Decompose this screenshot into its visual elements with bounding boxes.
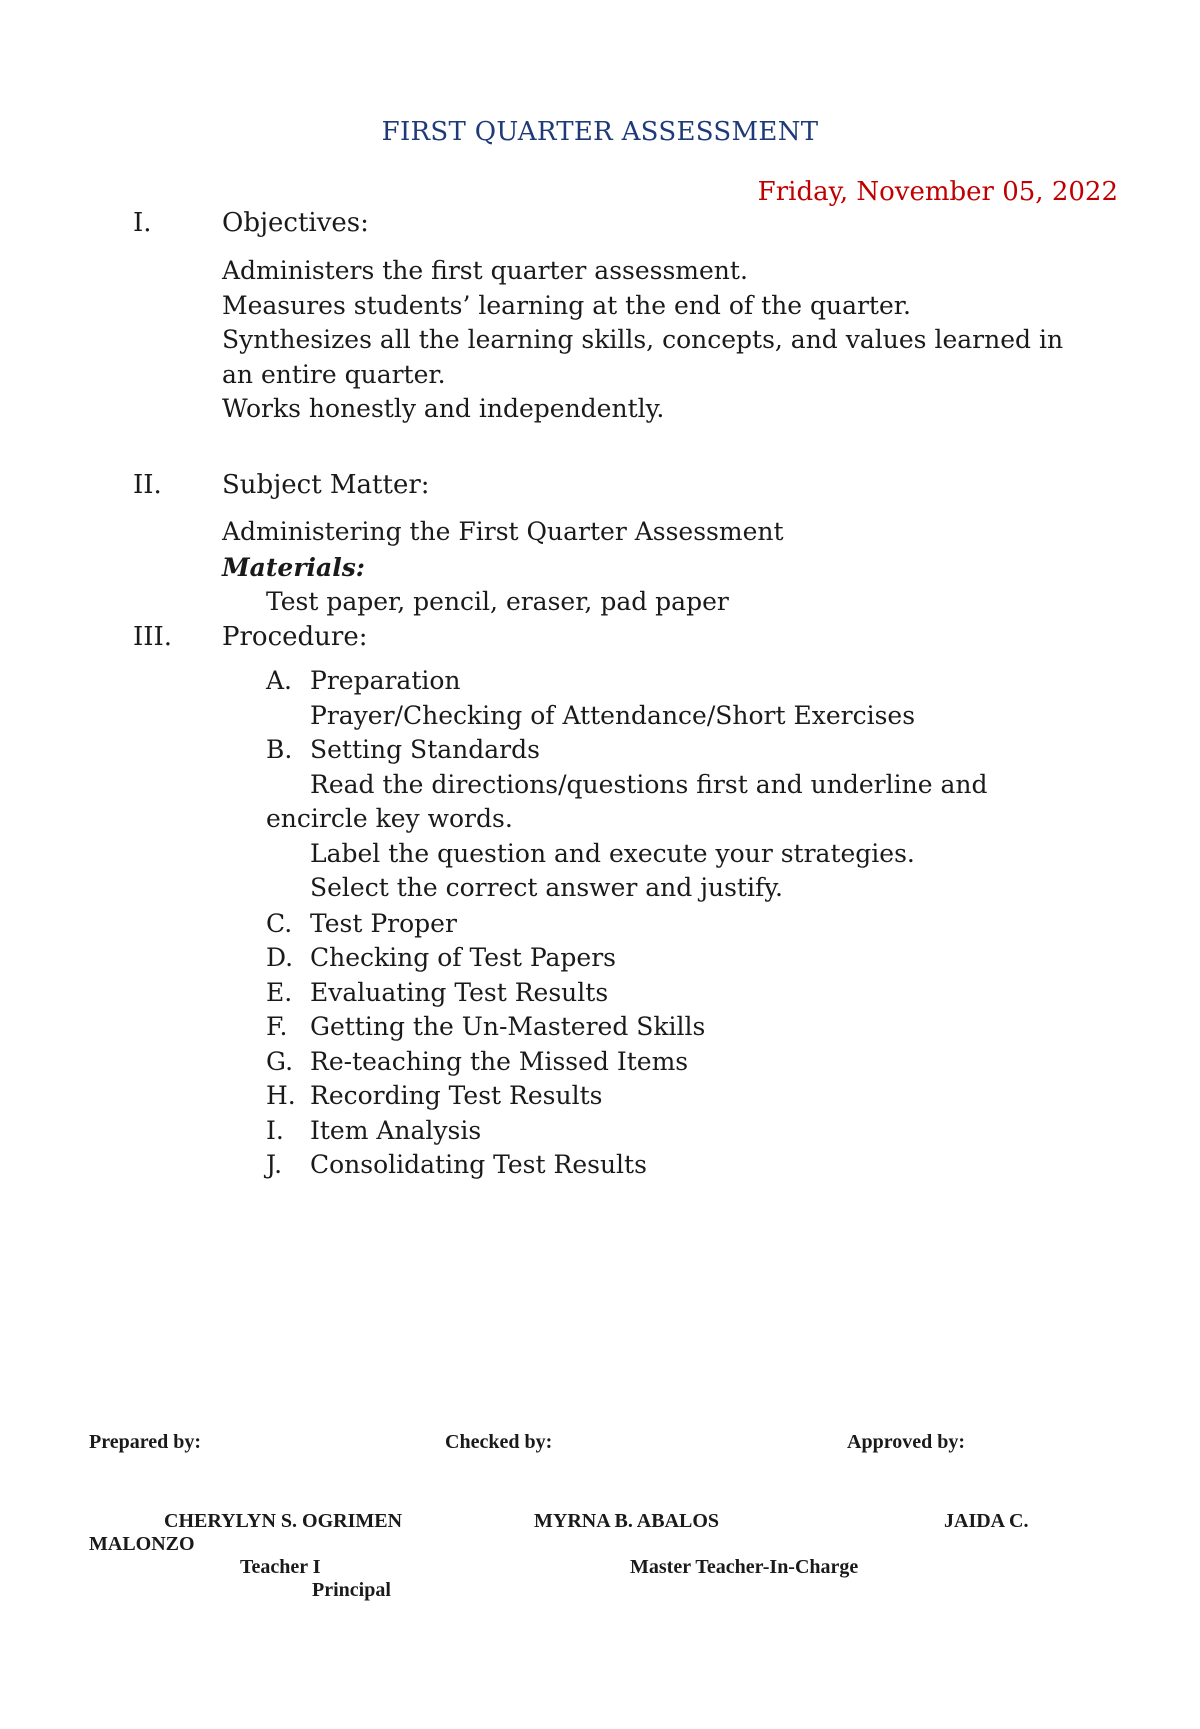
checked-by-label: Checked by: xyxy=(445,1431,553,1453)
document-date: Friday, November 05, 2022 xyxy=(757,177,1118,207)
procedure-letter: I. xyxy=(266,1116,284,1145)
procedure-letter: C. xyxy=(266,909,293,938)
procedure-item: Re-teaching the Missed Items xyxy=(310,1047,689,1076)
signatory-name-teacher: CHERYLYN S. OGRIMEN xyxy=(164,1510,403,1532)
signatory-name-principal-cont: MALONZO xyxy=(89,1533,195,1555)
procedure-letter: F. xyxy=(266,1012,288,1041)
procedure-item: Item Analysis xyxy=(310,1116,482,1145)
signatory-role-teacher: Teacher I xyxy=(240,1556,321,1578)
procedure-subitem: encircle key words. xyxy=(266,804,513,833)
signatory-role-master-teacher: Master Teacher-In-Charge xyxy=(630,1556,859,1578)
procedure-letter: B. xyxy=(266,735,293,764)
section-number-objectives: I. xyxy=(133,208,152,238)
objective-line: Synthesizes all the learning skills, concepts, and values learned in xyxy=(222,325,1064,354)
procedure-letter: J. xyxy=(266,1150,283,1179)
signatory-name-principal: JAIDA C. xyxy=(944,1510,1029,1532)
materials-label: Materials: xyxy=(222,553,365,582)
procedure-item: Consolidating Test Results xyxy=(310,1150,647,1179)
procedure-item: Evaluating Test Results xyxy=(310,978,609,1007)
procedure-letter: A. xyxy=(266,666,293,695)
section-number-procedure: III. xyxy=(133,622,173,652)
procedure-subitem: Prayer/Checking of Attendance/Short Exercises xyxy=(310,701,916,730)
section-heading-objectives: Objectives: xyxy=(222,208,369,238)
prepared-by-label: Prepared by: xyxy=(89,1431,202,1453)
approved-by-label: Approved by: xyxy=(847,1431,965,1453)
procedure-letter: G. xyxy=(266,1047,294,1076)
objective-line: Administers the first quarter assessment. xyxy=(222,256,748,285)
procedure-item: Checking of Test Papers xyxy=(310,943,617,972)
document-title: FIRST QUARTER ASSESSMENT xyxy=(381,117,819,147)
procedure-subitem: Read the directions/questions first and underline and xyxy=(310,770,988,799)
subject-matter-topic: Administering the First Quarter Assessment xyxy=(222,517,784,546)
procedure-letter: H. xyxy=(266,1081,296,1110)
signatory-role-principal: Principal xyxy=(312,1579,391,1601)
section-number-subject-matter: II. xyxy=(133,470,162,500)
procedure-item: Getting the Un-Mastered Skills xyxy=(310,1012,706,1041)
procedure-subitem: Select the correct answer and justify. xyxy=(310,873,783,902)
procedure-item: Setting Standards xyxy=(310,735,540,764)
procedure-item: Test Proper xyxy=(310,909,457,938)
procedure-letter: D. xyxy=(266,943,294,972)
procedure-subitem: Label the question and execute your strategies. xyxy=(310,839,915,868)
signatory-name-master-teacher: MYRNA B. ABALOS xyxy=(534,1510,720,1532)
section-heading-procedure: Procedure: xyxy=(222,622,368,652)
objective-line: Works honestly and independently. xyxy=(222,394,665,423)
objective-line: an entire quarter. xyxy=(222,360,446,389)
objective-line: Measures students’ learning at the end of the quarter. xyxy=(222,291,911,320)
materials-list: Test paper, pencil, eraser, pad paper xyxy=(266,587,729,616)
section-heading-subject-matter: Subject Matter: xyxy=(222,470,430,500)
procedure-letter: E. xyxy=(266,978,293,1007)
procedure-item: Preparation xyxy=(310,666,461,695)
procedure-item: Recording Test Results xyxy=(310,1081,603,1110)
